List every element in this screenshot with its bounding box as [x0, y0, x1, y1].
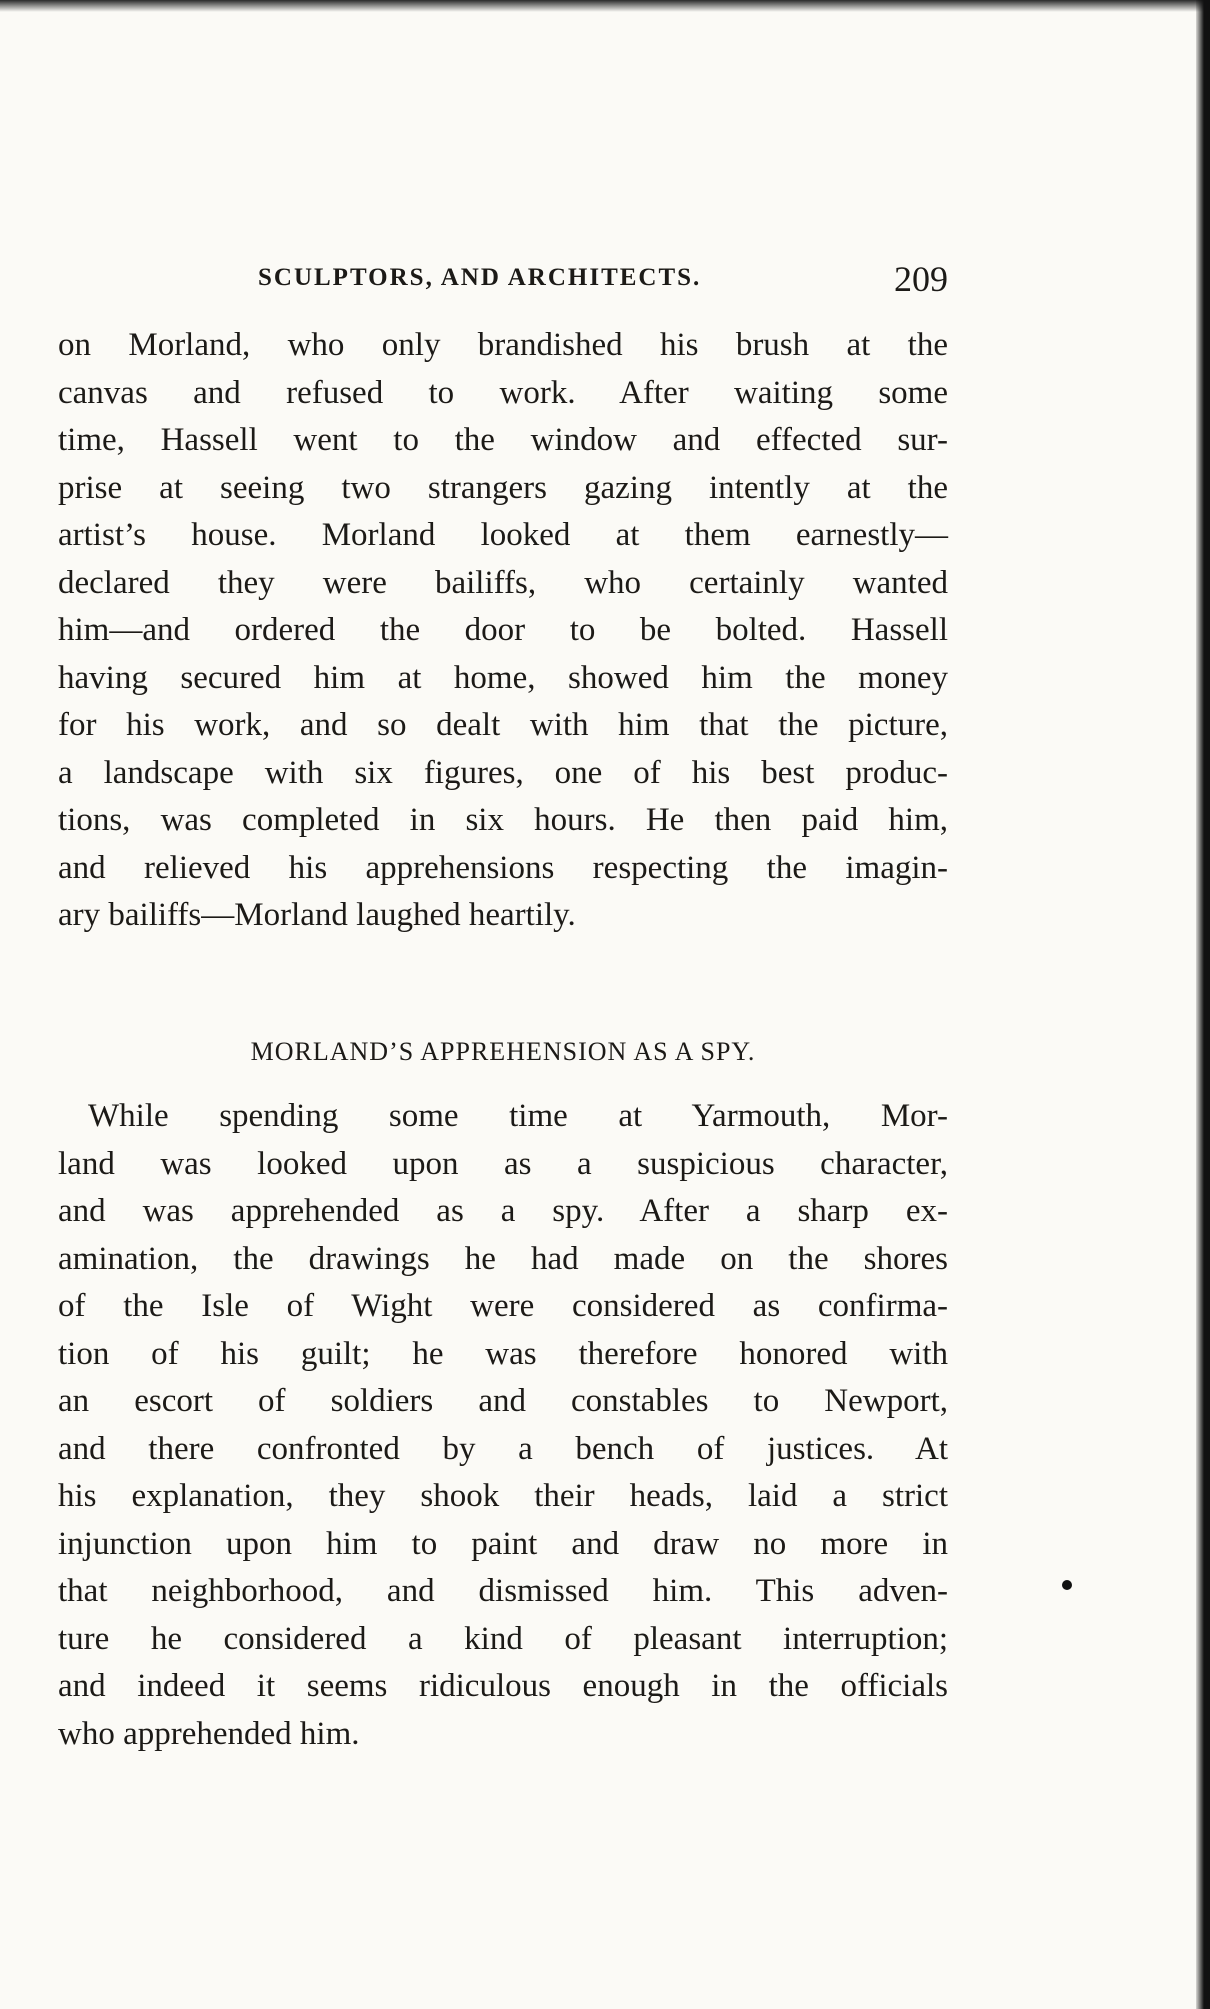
text-line: declared they were bailiffs, who certainly wanted — [58, 564, 948, 601]
text-line: for his work, and so dealt with him that the picture, — [58, 707, 948, 743]
text-line: amination, the drawings he had made on the shores — [58, 1240, 948, 1277]
text-line: tion of his guilt; he was therefore honored with — [58, 1335, 948, 1372]
text-line: his explanation, they shook their heads, laid a strict — [58, 1478, 948, 1514]
text-line: ture he considered a kind of pleasant interruption; — [58, 1620, 948, 1657]
text-line: and there confronted by a bench of justices. At — [58, 1430, 948, 1467]
text-line: who apprehended him. — [58, 1715, 360, 1752]
text-line: ary bailiffs—Morland laughed heartily. — [58, 897, 576, 933]
paragraph-continued — [58, 322, 948, 940]
text-line: tions, was completed in six hours. He then paid him, — [58, 802, 948, 838]
text-line: prise at seeing two strangers gazing intently at the — [58, 469, 948, 506]
text-line: and relieved his apprehensions respecting the imagin- — [58, 849, 948, 886]
ink-speck — [1062, 1580, 1072, 1590]
text-line: having secured him at home, showed him the money — [58, 659, 948, 696]
text-line: time, Hassell went to the window and effected sur- — [58, 422, 948, 458]
text-line: artist’s house. Morland looked at them earnestly— — [58, 517, 948, 553]
paragraph-spy — [58, 1093, 948, 1758]
text-line: a landscape with six figures, one of his best produc- — [58, 754, 948, 791]
text-line: canvas and refused to work. After waiting some — [58, 374, 948, 411]
running-head — [58, 258, 948, 308]
running-title: SCULPTORS, AND ARCHITECTS. — [258, 264, 702, 291]
text-line: land was looked upon as a suspicious character, — [58, 1145, 948, 1182]
text-line: and indeed it seems ridiculous enough in the officials — [58, 1668, 948, 1704]
page-number: 209 — [894, 259, 948, 299]
text-line: him—and ordered the door to be bolted. Hassell — [58, 612, 948, 648]
text-line: While spending some time at Yarmouth, Mor- — [88, 1098, 948, 1134]
text-line: on Morland, who only brandished his brush at the — [58, 327, 948, 363]
scan-right-edge — [1196, 0, 1210, 2009]
section-heading: MORLAND’S APPREHENSION AS A SPY. — [250, 1037, 756, 1066]
text-line: injunction upon him to paint and draw no more in — [58, 1525, 948, 1562]
text-line: that neighborhood, and dismissed him. This adven- — [58, 1573, 948, 1609]
text-line: of the Isle of Wight were considered as confirma- — [58, 1288, 948, 1324]
text-line: and was apprehended as a spy. After a sharp ex- — [58, 1193, 948, 1229]
text-line: an escort of soldiers and constables to Newport, — [58, 1383, 948, 1419]
book-page — [58, 0, 948, 2009]
